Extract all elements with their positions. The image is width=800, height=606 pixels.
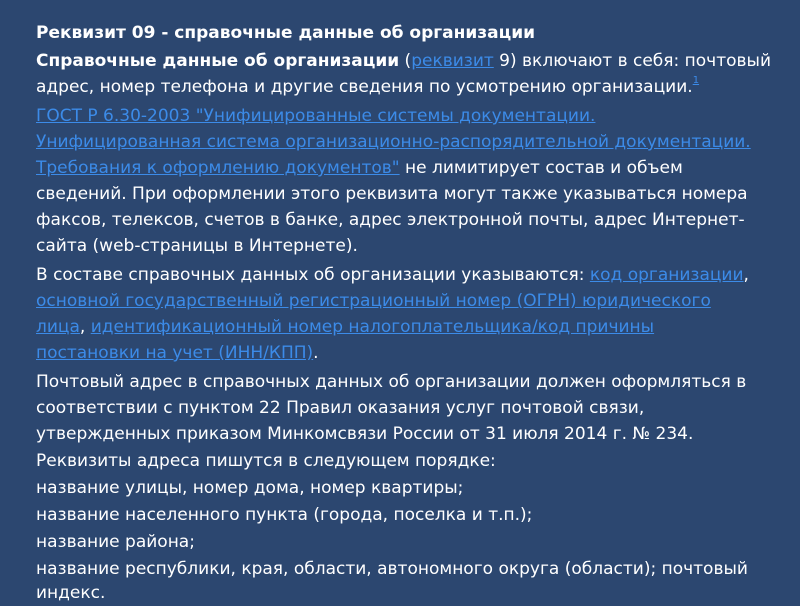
gost-link-part-2[interactable]: Унифицированная система организационно-распорядительной документации. [36, 132, 751, 152]
paragraph-2-line-5: факсов, телексов, счетов в банке, адрес электронной почты, адрес Интернет- [36, 210, 745, 230]
paragraph-4-line-1: Почтовый адрес в справочных данных об организации должен оформляться в [36, 372, 747, 392]
paragraph-2-text-a: не лимитирует состав и объем [399, 158, 683, 178]
term-reference-data: Справочные данные об организации [36, 51, 400, 71]
paragraph-1-text-a: 9) включают в себя: почтовый [493, 51, 772, 71]
comma: , [743, 265, 749, 285]
paragraph-1-text-b: адрес, номер телефона и другие сведения по усмотрению организации. [36, 77, 693, 97]
kod-organizatsii-link[interactable]: код организации [589, 265, 744, 285]
address-order-item-2: название населенного пункта (города, поселка и т.п.); [36, 505, 533, 525]
footnote-link[interactable]: 1 [692, 75, 700, 86]
open-paren: ( [399, 51, 412, 71]
slide-title: Реквизит 09 - справочные данные об организации [36, 23, 536, 43]
paragraph-2-line-3 [36, 155, 683, 181]
paragraph-3-line-3 [36, 314, 654, 340]
address-order-item-4: название республики, края, области, автономного округа (области); почтовый [36, 559, 748, 579]
paragraph-1-line-1 [36, 48, 771, 74]
rekvizit-link[interactable]: реквизит [411, 51, 494, 71]
gost-link-part-3[interactable]: Требования к оформлению документов" [36, 158, 400, 178]
paragraph-3-line-1 [36, 262, 749, 288]
paragraph-4-line-4: Реквизиты адреса пишутся в следующем порядке: [36, 451, 496, 471]
gost-link-part-1[interactable]: ГОСТ Р 6.30-2003 "Унифицированные системы документации. [36, 106, 596, 126]
slide-content [36, 0, 794, 603]
paragraph-4-line-3: утвержденных приказом Минкомсвязи России от 31 июля 2014 г. № 234. [36, 424, 694, 444]
period: . [313, 343, 319, 363]
address-order-item-4-cont: индекс. [36, 583, 106, 603]
paragraph-2-line-1 [36, 103, 595, 129]
ogrn-link-part-1[interactable]: основной государственный регистрационный номер (ОГРН) юридического [36, 291, 711, 311]
paragraph-3-intro: В составе справочных данных об организации указываются: [36, 265, 590, 285]
ogrn-link-part-2[interactable]: лица [36, 317, 80, 337]
address-order-item-3: название района; [36, 532, 195, 552]
paragraph-3-line-2 [36, 288, 711, 314]
paragraph-4-line-2: соответствии с пунктом 22 Правил оказания услуг почтовой связи, [36, 398, 645, 418]
comma: , [79, 317, 91, 337]
paragraph-3-line-4 [36, 340, 319, 366]
paragraph-1-line-2 [36, 74, 699, 100]
inn-kpp-link-part-2[interactable]: постановки на учет (ИНН/КПП) [36, 343, 314, 363]
inn-kpp-link-part-1[interactable]: идентификационный номер налогоплательщика/код причины [90, 317, 655, 337]
address-order-item-1: название улицы, номер дома, номер квартиры; [36, 478, 464, 498]
paragraph-2-line-2 [36, 129, 751, 155]
paragraph-2-line-4: сведений. При оформлении этого реквизита могут также указываться номера [36, 184, 748, 204]
paragraph-2-line-6: сайта (web-страницы в Интернете). [36, 236, 358, 256]
